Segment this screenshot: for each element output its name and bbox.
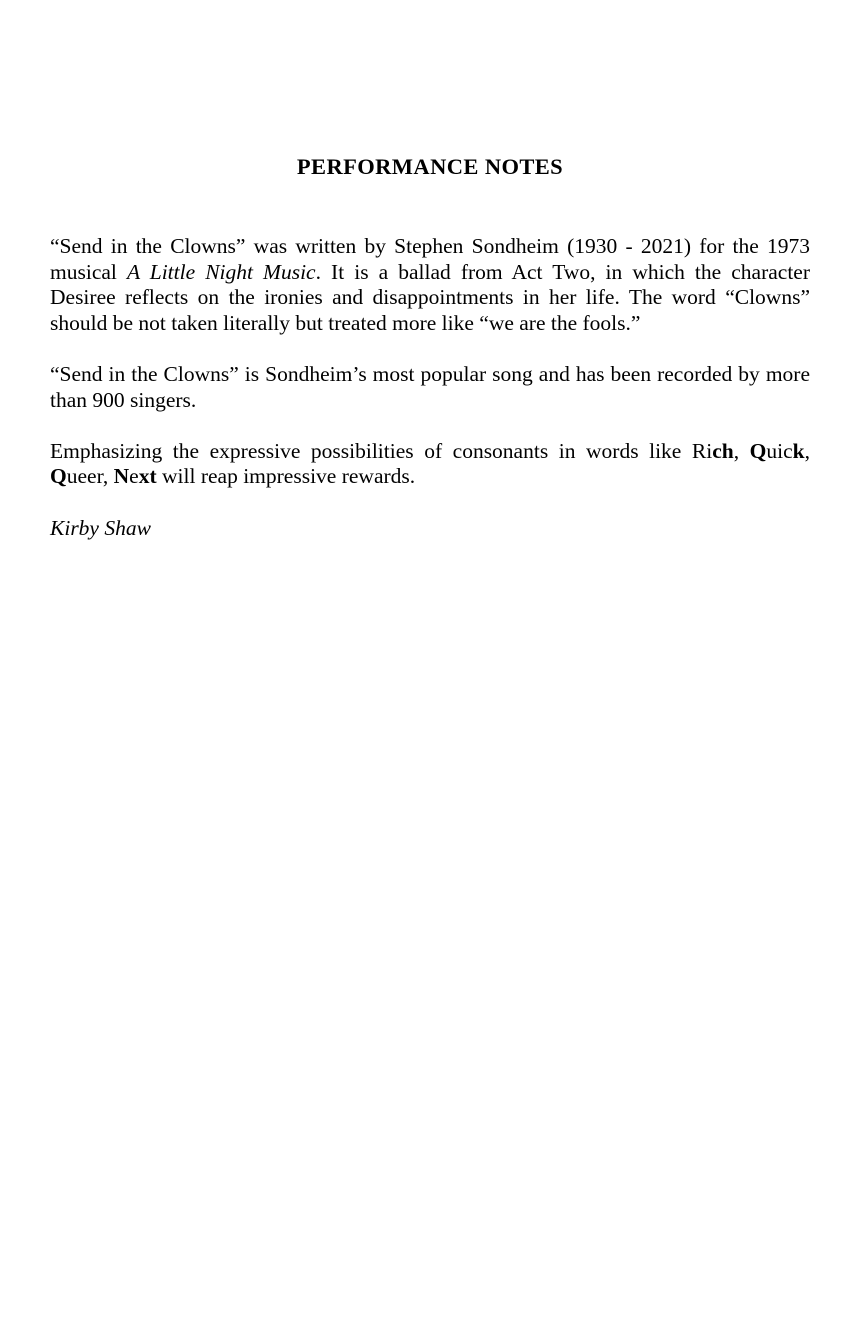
paragraph-2: “Send in the Clowns” is Sondheim’s most popular song and has been recorded by more than 900 singers.	[50, 361, 810, 412]
notes-body	[50, 234, 810, 490]
paragraph-1: “Send in the Clowns” was written by Stephen Sondheim (1930 - 2021) for the 1973 musical A Little Night Music. It is a ballad from Act Two, in which the character Desiree reflects on the ironies and disappointments in her life. The word “Clowns” should be not taken literally but treated more like “we are the fools.”	[50, 234, 811, 335]
signature-kirby-shaw: Kirby Shaw	[50, 515, 151, 540]
page-title: PERFORMANCE NOTES	[296, 154, 564, 179]
paragraph-3: Emphasizing the expressive possibilities of consonants in words like Rich, Quick, Queer, Next will reap impressive rewards.	[50, 438, 810, 489]
